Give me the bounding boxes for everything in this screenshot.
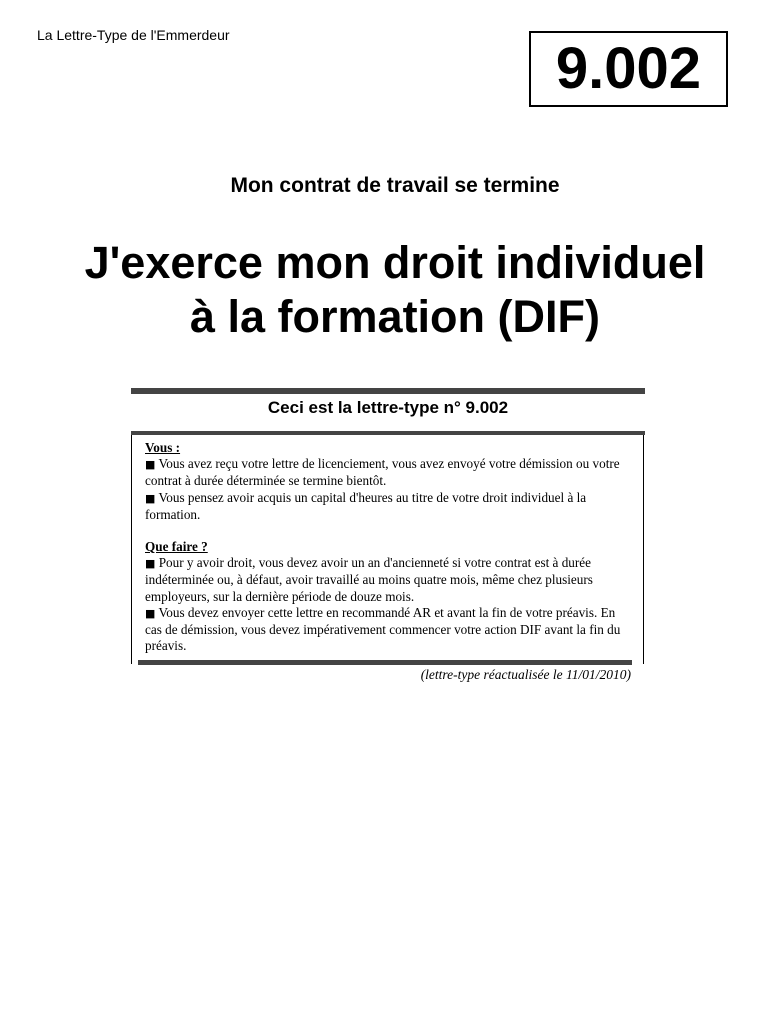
- list-item: ■ Vous pensez avoir acquis un capital d'heures au titre de votre droit individuel à la formation.: [145, 489, 587, 522]
- list-item: ■ Pour y avoir droit, vous devez avoir un an d'ancienneté si votre contrat est à durée indéterminée ou, à défaut, avoir travaillé au moins quatre mois, même chez plusieurs employeurs, sur la dernière période de douze mois.: [145, 555, 593, 604]
- bullet-square-icon: ■: [145, 458, 156, 472]
- update-note: (lettre-type réactualisée le 11/01/2010): [420, 667, 631, 682]
- info-box-content: [145, 440, 635, 654]
- list-item: ■ Vous devez envoyer cette lettre en recommandé AR et avant la fin de votre préavis. En cas de démission, vous devez impérativement commencer votre action DIF avant la fin du préavis.: [145, 604, 621, 654]
- letter-number: 9.002: [555, 36, 702, 101]
- list-item: ■ Vous avez reçu votre lettre de licenciement, vous avez envoyé votre démission ou votre contrat à durée déterminée se termine bientôt.: [145, 456, 620, 489]
- series-label: La Lettre-Type de l'Emmerdeur: [37, 27, 230, 43]
- bullet-square-icon: ■: [145, 606, 156, 620]
- document-title: [0, 236, 768, 344]
- bullet-square-icon: ■: [145, 557, 156, 571]
- letter-reference: Ceci est la lettre-type n° 9.002: [267, 398, 509, 417]
- document-title-line-2: à la formation (DIF): [189, 291, 600, 342]
- bullet-square-icon: ■: [145, 491, 156, 505]
- section-heading-vous: Vous :: [145, 440, 181, 455]
- document-subtitle: Mon contrat de travail se termine: [230, 174, 560, 197]
- bottom-rule: [138, 660, 632, 665]
- document-title-line-1: J'exerce mon droit individuel: [84, 237, 706, 288]
- top-rule: [131, 388, 645, 394]
- section-heading-que-faire: Que faire ?: [145, 539, 208, 555]
- letter-number-box: [529, 31, 728, 107]
